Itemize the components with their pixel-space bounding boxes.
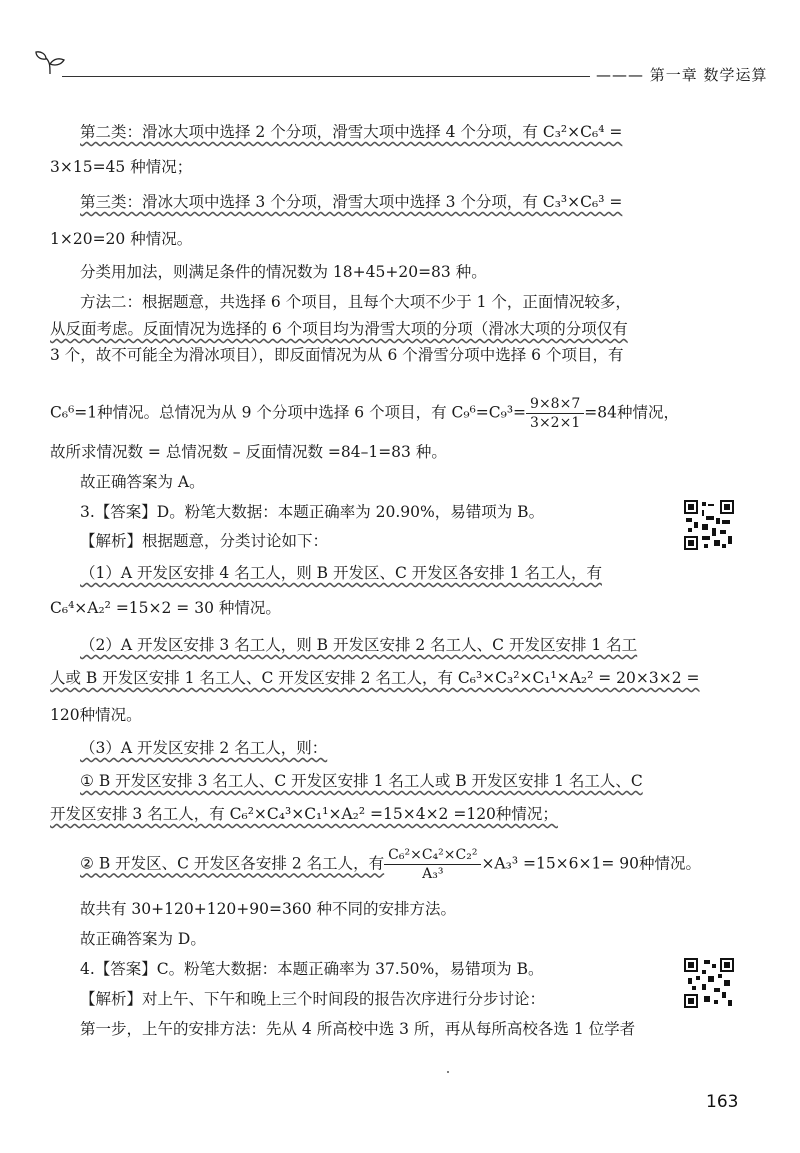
answer-3: 3.【答案】D。粉笔大数据：本题正确率为 20.90%，易错项为 B。: [80, 503, 545, 521]
text-line: 方法二：根据题意，共选择 6 个项目，且每个大项不少于 1 个，正面情况较多，: [80, 293, 631, 311]
analysis-3: 【解析】根据题意，分类讨论如下：: [80, 532, 329, 550]
text-line: 第三类：滑冰大项中选择 3 个分项，滑雪大项中选择 3 个分项，有 C₃³×C₆³ =: [80, 193, 623, 211]
text-line: （1）A 开发区安排 4 名工人，则 B 开发区、C 开发区各安排 1 名工人，有: [80, 564, 602, 582]
fraction: [384, 846, 481, 883]
text-line: （3）A 开发区安排 2 名工人，则：: [80, 739, 328, 757]
text-segment: C₆⁶=1种情况。总情况为从 9 个分项中选择 6 个项目，有 C₉⁶=C₉³=: [50, 403, 527, 422]
text-line: 故正确答案为 A。: [80, 473, 205, 491]
text-segment: ② B 开发区、C 开发区各安排 2 名工人，有: [80, 854, 385, 873]
text-line: [50, 395, 679, 432]
text-line: 1×20=20 种情况。: [50, 230, 193, 248]
text-segment: ×A₃³ =15×6×1= 90种情况。: [481, 854, 702, 873]
fraction: [526, 395, 584, 432]
text-line: 故正确答案为 D。: [80, 930, 206, 948]
qr-code-icon: [684, 500, 734, 550]
fraction-denominator: A₃³: [422, 866, 444, 882]
text-line: 开发区安排 3 名工人，有 C₆²×C₄³×C₁¹×A₂² =15×4×2 =120种情况；: [50, 805, 558, 823]
answer-4: 4.【答案】C。粉笔大数据：本题正确率为 37.50%，易错项为 B。: [80, 960, 544, 978]
text-line: 第二类：滑冰大项中选择 2 个分项，滑雪大项中选择 4 个分项，有 C₃²×C₆⁴ =: [80, 123, 623, 141]
fraction-numerator: C₆²×C₄²×C₂²: [384, 846, 481, 865]
qr-code-icon: [684, 958, 734, 1008]
header-rule: [62, 76, 590, 77]
text-line: ① B 开发区安排 3 名工人、C 开发区安排 1 名工人或 B 开发区安排 1 名工人、C: [80, 772, 643, 790]
fraction-denominator: 3×2×1: [530, 415, 581, 431]
ink-dot: [447, 1071, 449, 1073]
text-line: 第一步，上午的安排方法：先从 4 所高校中选 3 所，再从每所高校各选 1 位学者: [80, 1020, 636, 1038]
text-segment: =84种情况，: [584, 403, 679, 422]
text-line: 故所求情况数 = 总情况数 – 反面情况数 =84–1=83 种。: [50, 443, 447, 461]
text-line: 人或 B 开发区安排 1 名工人、C 开发区安排 2 名工人，有 C₆³×C₃²×C₁¹×A₂² = 20×3×2 =: [50, 669, 700, 687]
text-line: 故共有 30+120+120+90=360 种不同的安排方法。: [80, 900, 457, 918]
text-line: 3×15=45 种情况；: [50, 158, 193, 176]
text-line: C₆⁴×A₂² =15×2 = 30 种情况。: [50, 599, 281, 617]
text-line: 分类用加法，则满足条件的情况数为 18+45+20=83 种。: [80, 263, 487, 281]
text-line: 从反面考虑。反面情况为选择的 6 个项目均为滑雪大项的分项（滑冰大项的分项仅有: [50, 320, 628, 338]
text-line: [80, 846, 701, 883]
leaf-sprout-icon: [34, 50, 68, 76]
page-number: 163: [706, 1092, 739, 1112]
text-line: 3 个，故不可能全为滑冰项目），即反面情况为从 6 个滑雪分项中选择 6 个项目，有: [50, 346, 624, 364]
chapter-title: ——— 第一章 数学运算: [596, 66, 768, 84]
fraction-numerator: 9×8×7: [526, 395, 584, 414]
analysis-4: 【解析】对上午、下午和晚上三个时间段的报告次序进行分步讨论：: [80, 990, 546, 1008]
text-line: （2）A 开发区安排 3 名工人，则 B 开发区安排 2 名工人、C 开发区安排 1 名工: [80, 636, 638, 654]
text-line: 120种情况。: [50, 706, 142, 724]
